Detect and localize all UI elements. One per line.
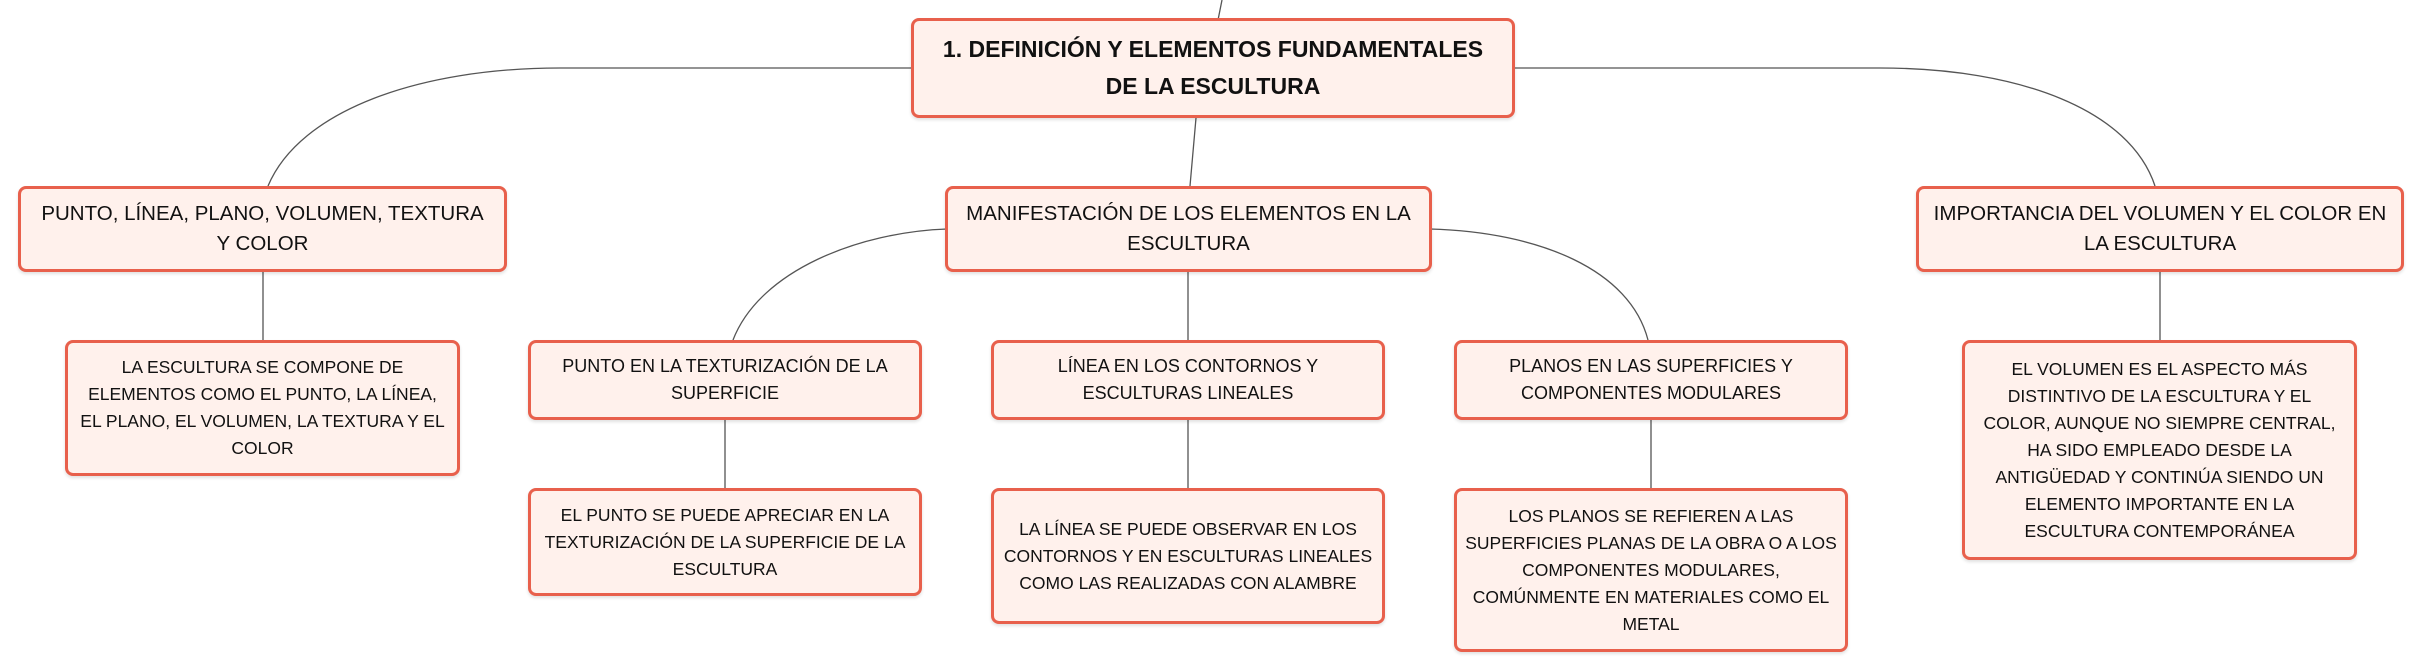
- connector-middle-to-sub1: [733, 229, 947, 340]
- detail-node-elements[interactable]: [65, 340, 460, 476]
- branch-importance-label: IMPORTANCIA DEL VOLUMEN Y EL COLOR EN LA ESCULTURA: [1933, 202, 2387, 255]
- detail-elements-text: LA ESCULTURA SE COMPONE DE ELEMENTOS COMO EL PUNTO, LA LÍNEA, EL PLANO, EL VOLUMEN, LA TEXTURA Y EL COLOR: [80, 357, 445, 458]
- branch-elements-label: PUNTO, LÍNEA, PLANO, VOLUMEN, TEXTURA Y COLOR: [41, 202, 484, 255]
- connector-top-stub: [1218, 0, 1222, 20]
- detail-importance-text: EL VOLUMEN ES EL ASPECTO MÁS DISTINTIVO DE LA ESCULTURA Y EL COLOR, AUNQUE NO SIEMPRE CENTRAL, HA SIDO EMPLEADO DESDE LA ANTIGÜEDAD Y CONTINÚA SIENDO UN ELEMENTO IMPORTANTE EN LA ESCULTURA CONTEMPORÁNEA: [1983, 358, 2336, 541]
- subtopic-point-label: PUNTO EN LA TEXTURIZACIÓN DE LA SUPERFICIE: [562, 356, 888, 403]
- connector-root-to-right-branch: [1510, 68, 2155, 186]
- branch-node-elements[interactable]: [18, 186, 507, 272]
- branch-manifestation-label: MANIFESTACIÓN DE LOS ELEMENTOS EN LA ESCULTURA: [966, 202, 1411, 255]
- branch-node-manifestation[interactable]: [945, 186, 1432, 272]
- connector-root-to-left-branch: [268, 68, 913, 186]
- branch-node-importance[interactable]: [1916, 186, 2404, 272]
- detail-point-text: EL PUNTO SE PUEDE APRECIAR EN LA TEXTURIZACIÓN DE LA SUPERFICIE DE LA ESCULTURA: [544, 504, 906, 579]
- root-topic-node[interactable]: [911, 18, 1515, 118]
- connector-middle-to-sub3: [1430, 229, 1648, 340]
- detail-line-text: LA LÍNEA SE PUEDE OBSERVAR EN LOS CONTORNOS Y EN ESCULTURAS LINEALES COMO LAS REALIZADAS CON ALAMBRE: [1003, 518, 1373, 593]
- detail-node-importance[interactable]: [1962, 340, 2357, 560]
- subtopic-planes-label: PLANOS EN LAS SUPERFICIES Y COMPONENTES MODULARES: [1509, 356, 1793, 403]
- detail-node-planes[interactable]: [1454, 488, 1848, 652]
- root-topic-title: 1. DEFINICIÓN Y ELEMENTOS FUNDAMENTALES DE LA ESCULTURA: [942, 36, 1484, 99]
- detail-node-line[interactable]: [991, 488, 1385, 624]
- subtopic-node-line[interactable]: [991, 340, 1385, 420]
- subtopic-node-planes[interactable]: [1454, 340, 1848, 420]
- connector-root-to-middle-branch: [1190, 118, 1196, 186]
- detail-node-point[interactable]: [528, 488, 922, 596]
- subtopic-line-label: LÍNEA EN LOS CONTORNOS Y ESCULTURAS LINEALES: [1057, 356, 1319, 403]
- detail-planes-text: LOS PLANOS SE REFIEREN A LAS SUPERFICIES PLANAS DE LA OBRA O A LOS COMPONENTES MODULARES, COMÚNMENTE EN MATERIALES COMO EL METAL: [1465, 505, 1837, 634]
- subtopic-node-point[interactable]: [528, 340, 922, 420]
